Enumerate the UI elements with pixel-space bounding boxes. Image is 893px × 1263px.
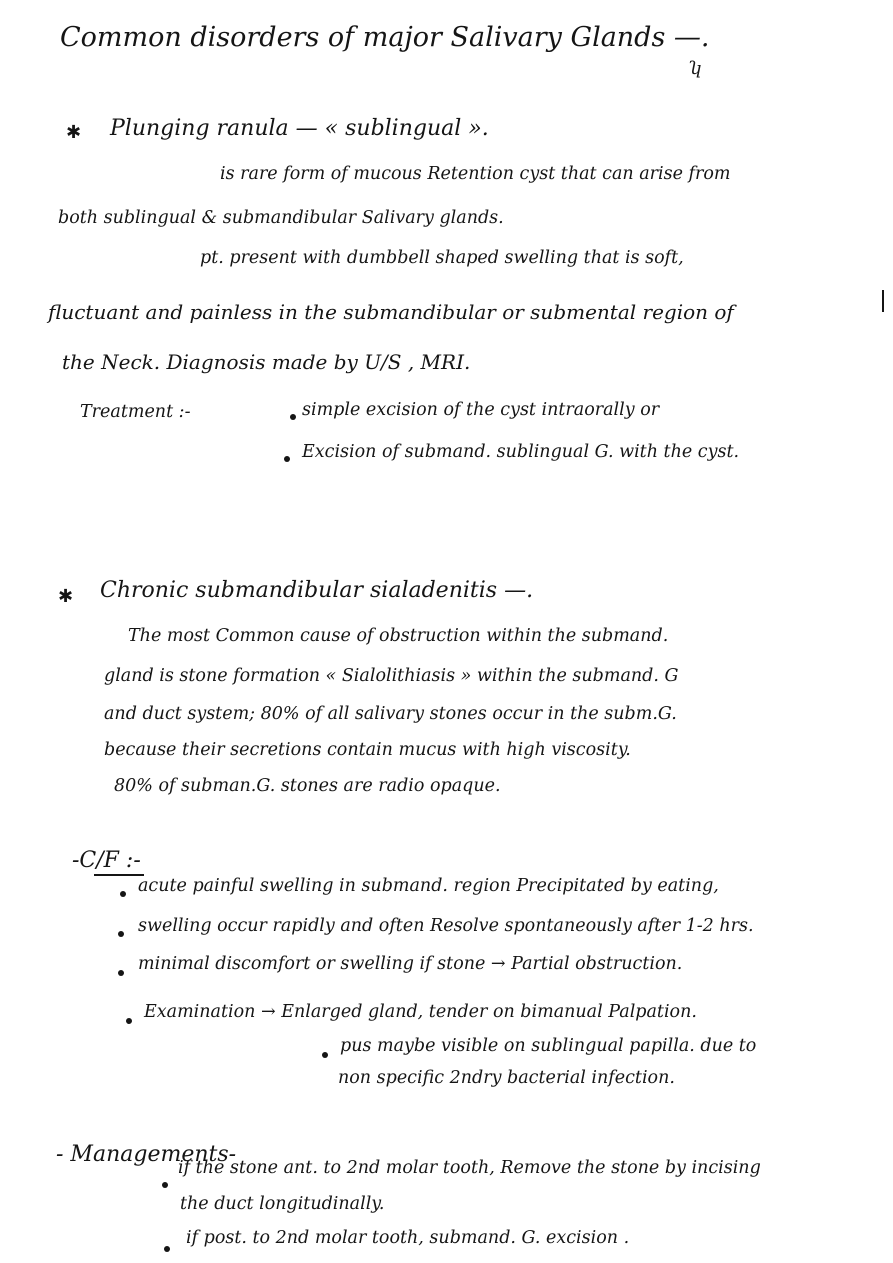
treatment-item-2: Excision of submand. sublingual G. with the cyst. <box>302 442 740 462</box>
cf-item-2: swelling occur rapidly and often Resolve spontaneously after 1-2 hrs. <box>138 916 754 936</box>
section2-heading: Chronic submandibular sialadenitis —. <box>100 578 534 603</box>
section1-heading: Plunging ranula — « sublingual ». <box>110 116 489 141</box>
margin-mark <box>882 290 884 312</box>
section1-line-3: pt. present with dumbbell shaped swelling that is soft, <box>200 248 684 268</box>
bullet-dot-icon <box>126 1018 132 1024</box>
section1-line-5: the Neck. Diagnosis made by U/S , MRI. <box>62 350 471 374</box>
management-label: - Managements- <box>56 1142 237 1167</box>
bullet-dot-icon <box>118 931 124 937</box>
management-item-1-cont: the duct longitudinally. <box>180 1194 385 1214</box>
bullet-dot-icon <box>118 970 124 976</box>
bullet-dot-icon <box>164 1246 170 1252</box>
page-title: Common disorders of major Salivary Glands —. <box>60 22 710 53</box>
section2-line-3: and duct system; 80% of all salivary stones occur in the subm.G. <box>104 704 677 724</box>
section2-line-5: 80% of subman.G. stones are radio opaque. <box>114 776 501 796</box>
cf-underline <box>94 874 144 876</box>
section1-line-1: is rare form of mucous Retention cyst that can arise from <box>220 164 731 184</box>
management-item-1: if the stone ant. to 2nd molar tooth, Remove the stone by incising <box>178 1158 761 1178</box>
management-item-2: if post. to 2nd molar tooth, submand. G. excision . <box>186 1228 630 1248</box>
treatment-label: Treatment :- <box>80 402 191 422</box>
cf-item-3: minimal discomfort or swelling if stone → Partial obstruction. <box>138 954 683 974</box>
section1-line-4: fluctuant and painless in the submandibular or submental region of <box>48 300 734 324</box>
exam-sub-2: non specific 2ndry bacterial infection. <box>338 1068 675 1088</box>
cf-label: -C/F :- <box>72 848 141 873</box>
exam-sub-1: pus maybe visible on sublingual papilla. due to <box>340 1036 757 1056</box>
bullet-dot-icon <box>162 1182 168 1188</box>
title-scribble: ʮ <box>688 58 703 79</box>
section2-line-4: because their secretions contain mucus with high viscosity. <box>104 740 631 760</box>
section1-line-2: both sublingual & submandibular Salivary glands. <box>58 208 504 228</box>
asterisk-bullet-icon: ✱ <box>66 122 82 143</box>
bullet-dot-icon <box>284 456 290 462</box>
treatment-item-1: simple excision of the cyst intraorally or <box>302 400 660 420</box>
bullet-dot-icon <box>120 891 126 897</box>
section2-line-2: gland is stone formation « Sialolithiasis » within the submand. G <box>104 666 679 686</box>
bullet-dot-icon <box>322 1052 328 1058</box>
cf-item-1: acute painful swelling in submand. region Precipitated by eating, <box>138 876 719 896</box>
bullet-dot-icon <box>290 414 296 420</box>
cf-item-4: Examination → Enlarged gland, tender on bimanual Palpation. <box>144 1002 697 1022</box>
asterisk-bullet-icon: ✱ <box>58 586 74 607</box>
section2-line-1: The most Common cause of obstruction within the submand. <box>128 626 669 646</box>
